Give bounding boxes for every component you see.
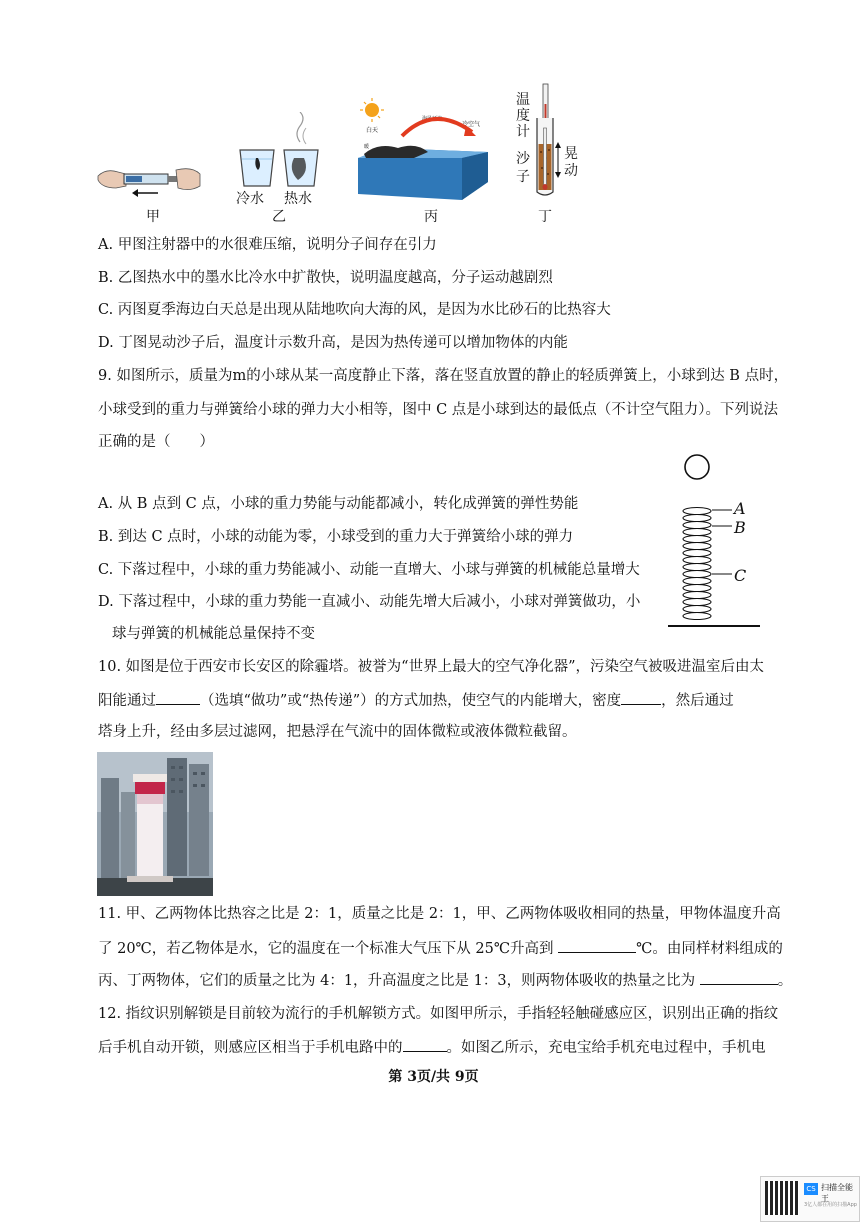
cold-water-label: 冷水 [236,191,264,207]
hot-water-label: 热水 [284,191,312,207]
thermometer-label [516,92,530,140]
q9-option-a: A. 从 B 点到 C 点，小球的重力势能与动能都减小，转化成弹簧的弹性势能 [98,496,579,512]
page-number: 第 3页/共 9页 [388,1069,479,1085]
q9-option-b: B. 到达 C 点时，小球的动能为零，小球受到的重力大于弹簧给小球的弹力 [98,529,574,545]
sand-char: 沙 [516,151,530,167]
q9-option-d-line1: D. 下落过程中，小球的重力势能一直减小、动能先增大后减小，小球对弹簧做功，小 [98,594,641,610]
q9-option-c: C. 下落过程中，小球的重力势能减小、动能一直增大、小球与弹簧的机械能总量增大 [98,562,640,578]
q11-blank-2[interactable] [700,970,778,985]
shake-label [564,146,578,180]
figure-label-jia: 甲 [146,209,160,225]
figure-bing-sea-breeze [354,96,492,202]
q12-text: 后手机自动开锁，则感应区相当于手机电路中的 [98,1040,403,1056]
spring-ball-figure [664,452,764,632]
q10-text: 阳能通过 [98,693,156,709]
q10-stem-line2 [98,690,734,711]
figure-yi-beakers [236,112,322,188]
shake-char: 晃 [564,146,578,162]
haze-tower-photo [97,752,213,896]
thermometer-char: 度 [516,108,530,124]
q11-stem-line3 [98,970,792,991]
figure-label-yi: 乙 [272,209,286,225]
watermark-subtitle: 3亿人都在用的扫描App [804,1202,857,1208]
q9-option-d-line2: 球与弹簧的机械能总量保持不变 [112,626,315,642]
scanner-logo-icon: CS [804,1183,818,1195]
q12-stem-line1: 12. 指纹识别解锁是目前较为流行的手机解锁方式。如图甲所示，手指轻轻触碰感应区，识别出正确的指纹 [98,1006,779,1022]
q8-option-a: A. 甲图注射器中的水很难压缩，说明分子间存在引力 [98,237,437,253]
q8-option-c: C. 丙图夏季海边白天总是出现从陆地吹向大海的风，是因为水比砂石的比热容大 [98,302,611,318]
q9-stem-line1: 9. 如图所示，质量为m的小球从某一高度静止下落，落在竖直放置的静止的轻质弹簧上，小球到达 B 点时， [98,368,789,384]
svg-text:暖: 暖 [364,144,370,150]
sand-label [516,150,530,186]
spring-label-c: C [734,566,747,585]
spring-label-a: A [734,499,746,518]
qr-code-icon [765,1181,799,1215]
q8-option-d: D. 丁图晃动沙子后，温度计示数升高，是因为热传递可以增加物体的内能 [98,335,568,351]
scanner-watermark [760,1176,860,1222]
watermark-title: 扫描全能王 [821,1183,853,1203]
q11-text: 丙、丁两物体，它们的质量之比为 4：1，升高温度之比是 1：3，则两物体吸收的热量之比为 [98,973,696,989]
figure-ding-thermometer [534,82,556,198]
q10-blank-1[interactable] [156,690,200,705]
thermometer-char: 温 [516,92,530,108]
q9-stem-line3: 正确的是（ ） [98,434,214,450]
sand-char: 子 [516,169,530,185]
svg-text:海风环流: 海风环流 [422,116,443,122]
shake-char: 动 [564,163,578,179]
q11-stem-line1: 11. 甲、乙两物体比热容之比是 2：1，质量之比是 2：1，甲、乙两物体吸收相同的热量，甲物体温度升高 [98,906,781,922]
q10-blank-2[interactable] [621,690,661,705]
q12-text: 。如图乙所示，充电宝给手机充电过程中，手机电 [446,1040,766,1056]
q11-text: ℃。由同样材料组成的 [636,941,783,957]
q11-stem-line2 [98,938,783,959]
shake-arrow-icon [554,140,562,180]
figure-label-bing: 丙 [424,209,438,225]
q10-stem-line1: 10. 如图是位于西安市长安区的除霾塔。被誉为“世界上最大的空气净化器”，污染空气被吸进温室后由太 [98,659,764,675]
spring-label-b: B [734,518,746,537]
q10-text: （选填“做功”或“热传递”）的方式加热，使空气的内能增大，密度 [200,693,622,709]
thermometer-char: 计 [516,124,530,140]
svg-text:冷空气: 冷空气 [462,121,481,128]
q8-option-b: B. 乙图热水中的墨水比冷水中扩散快，说明温度越高，分子运动越剧烈 [98,270,553,286]
q10-text: ，然后通过 [661,693,734,709]
svg-text:白天: 白天 [366,127,379,134]
q12-stem-line2 [98,1037,766,1058]
q12-blank-1[interactable] [403,1037,447,1052]
q11-text: 了 20℃，若乙物体是水，它的温度在一个标准大气压下从 25℃升高到 [98,941,554,957]
figure-label-ding: 丁 [538,209,552,225]
q11-blank-1[interactable] [558,938,636,953]
q9-stem-line2: 小球受到的重力与弹簧给小球的弹力大小相等，图中 C 点是小球到达的最低点（不计空气阻力）。下列说法 [98,402,779,418]
q10-stem-line3: 塔身上升，经由多层过滤网，把悬浮在气流中的固体微粒或液体微粒截留。 [98,724,577,740]
q11-text: 。 [777,973,793,989]
figure-jia-syringe [96,160,202,200]
